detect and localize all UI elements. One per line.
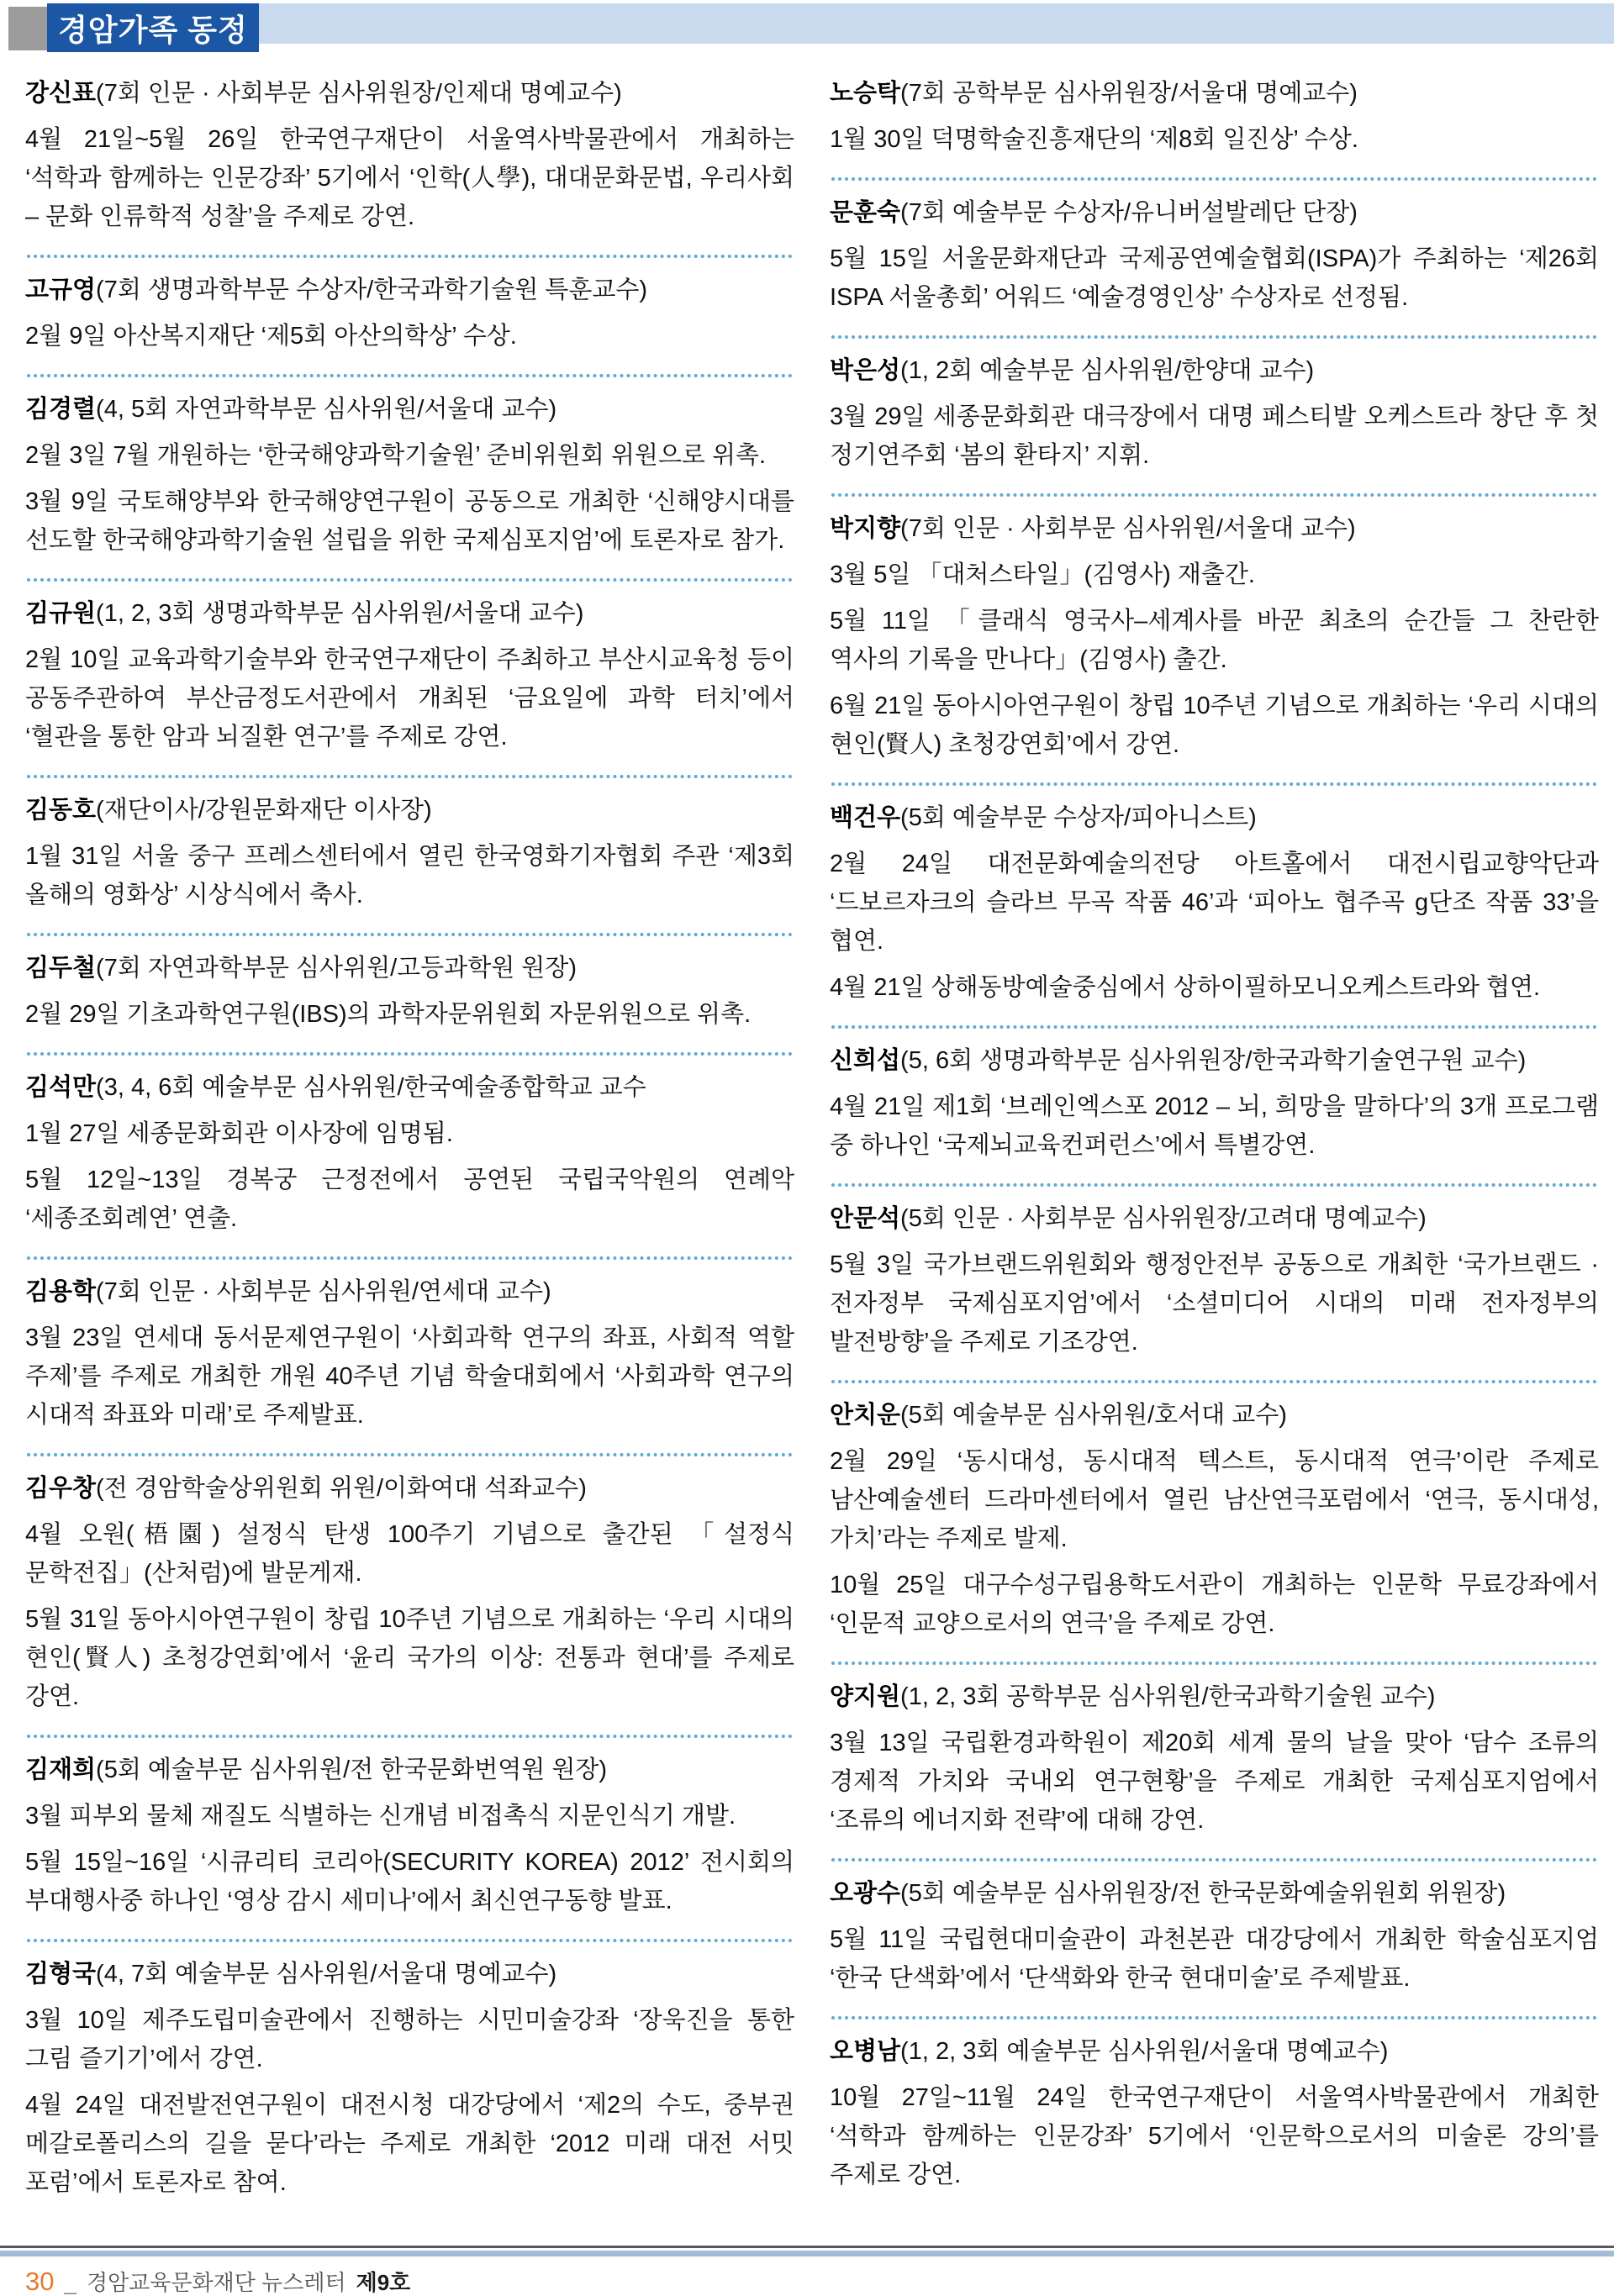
- footer-separator: _: [64, 2270, 76, 2295]
- person-name: 오병남: [830, 2038, 901, 2065]
- person-name: 강신표: [25, 80, 97, 107]
- person-entry: [830, 792, 1599, 1019]
- article-columns: [25, 67, 1599, 2214]
- person-header: [830, 1874, 1599, 1913]
- header-strip: [259, 3, 1614, 44]
- entry-separator: [27, 933, 793, 936]
- person-affiliation: (7회 자연과학부문 심사위원/고등과학원 원장): [96, 955, 577, 982]
- entry-separator: [831, 493, 1597, 497]
- activity-paragraph: 3월 5일 「대처스타일」(김영사) 재출간.: [830, 561, 1255, 588]
- issue-number: 제9호: [356, 2270, 411, 2295]
- person-entry: [25, 1462, 794, 1729]
- activity-paragraph: 5월 15일 서울문화재단과 국제공연예술협회(ISPA)가 주최하는 ‘제26회 ISPA 서울총회’ 어워드 ‘예술경영인상’ 수상자로 선정됨.: [830, 245, 1599, 311]
- footer-rule: [0, 2246, 1614, 2257]
- activity-paragraph: 6월 21일 동아시아연구원이 창립 10주년 기념으로 개최하는 ‘우리 시대의 현인(賢人) 초청강연회’에서 강연.: [830, 692, 1599, 758]
- activity-paragraph: 4월 21일~5월 26일 한국연구재단이 서울역사박물관에서 개최하는 ‘석학과 함께하는 인문강좌’ 5기에서 ‘인학(人學), 대대문화문법, 우리사회 – 문화 인류학적 성찰’을 주제로 강연.: [25, 126, 794, 230]
- person-affiliation: (7회 공학부문 심사위원장/서울대 명예교수): [900, 80, 1358, 107]
- left-column: [25, 67, 794, 2214]
- activity-paragraph: 5월 3일 국가브랜드위원회와 행정안전부 공동으로 개최한 ‘국가브랜드 · 전자정부 국제심포지엄’에서 ‘소셜미디어 시대의 미래 전자정부의 발전방향’을 주제로 기조강연.: [830, 1251, 1599, 1356]
- person-header: [25, 1469, 794, 1508]
- person-name: 양지원: [830, 1683, 901, 1710]
- person-affiliation: (7회 예술부문 수상자/유니버설발레단 단장): [900, 199, 1358, 226]
- person-header: [25, 390, 794, 429]
- activity-paragraph: 3월 9일 국토해양부와 한국해양연구원이 공동으로 개최한 ‘신해양시대를 선도할 한국해양과학기술원 설립을 위한 국제심포지엄’에 토론자로 참가.: [25, 488, 794, 554]
- person-affiliation: (7회 인문 · 사회부문 심사위원장/인제대 명예교수): [96, 80, 622, 107]
- person-affiliation: (재단이사/강원문화재단 이사장): [96, 797, 432, 824]
- entry-separator: [831, 1183, 1597, 1187]
- footer-rule-blue-line: [0, 2251, 1614, 2257]
- person-header: [25, 1272, 794, 1311]
- person-affiliation: (7회 인문 · 사회부문 심사위원/연세대 교수): [96, 1278, 551, 1305]
- person-entry: [25, 1948, 794, 2214]
- person-entry: [830, 2025, 1599, 2207]
- person-affiliation: (1, 2회 예술부문 심사위원/한양대 교수): [900, 357, 1315, 384]
- person-name: 문훈숙: [830, 199, 901, 226]
- person-affiliation: (4, 5회 자연과학부문 심사위원/서울대 교수): [96, 396, 557, 423]
- activity-paragraph: 5월 31일 동아시아연구원이 창립 10주년 기념으로 개최하는 ‘우리 시대의 현인(賢人) 초청강연회’에서 ‘윤리 국가의 이상: 전통과 현대’를 주제로 강연.: [25, 1606, 794, 1710]
- person-header: [830, 2032, 1599, 2071]
- entry-separator: [27, 775, 793, 778]
- person-affiliation: (5회 예술부문 심사위원/호서대 교수): [900, 1402, 1287, 1429]
- person-header: [830, 1041, 1599, 1080]
- person-header: [830, 74, 1599, 113]
- entry-separator: [27, 1939, 793, 1942]
- activity-paragraph: 5월 11일 「클래식 영국사–세계사를 바꾼 최초의 순간들 그 찬란한 역사의 기록을 만나다」(김영사) 출간.: [830, 608, 1599, 673]
- entry-separator: [27, 1256, 793, 1260]
- person-header: [25, 271, 794, 309]
- person-name: 김두철: [25, 955, 97, 982]
- person-header: [25, 1751, 794, 1789]
- person-name: 김동호: [25, 797, 97, 824]
- person-entry: [25, 1744, 794, 1933]
- activity-paragraph: 1월 31일 서울 중구 프레스센터에서 열린 한국영화기자협회 주관 ‘제3회 올해의 영화상’ 시상식에서 축사.: [25, 843, 794, 908]
- person-name: 백건우: [830, 804, 901, 831]
- activity-paragraph: 2월 10일 교육과학기술부와 한국연구재단이 주최하고 부산시교육청 등이 공동주관하여 부산금정도서관에서 개최된 ‘금요일에 과학 터치’에서 ‘혈관을 통한 암과 뇌질환 연구’를 주제로 강연.: [25, 646, 794, 750]
- activity-paragraph: 5월 12일~13일 경복궁 근정전에서 공연된 국립국악원의 연례악 ‘세종조회례연’ 연출.: [25, 1166, 794, 1232]
- person-affiliation: (전 경암학술상위원회 위원/이화여대 석좌교수): [96, 1475, 587, 1502]
- person-name: 김규원: [25, 600, 97, 627]
- person-header: [25, 949, 794, 987]
- person-affiliation: (5회 인문 · 사회부문 심사위원장/고려대 명예교수): [900, 1205, 1427, 1232]
- person-name: 김재희: [25, 1756, 97, 1783]
- entry-separator: [27, 1735, 793, 1738]
- activity-paragraph: 2월 24일 대전문화예술의전당 아트홀에서 대전시립교향악단과 ‘드보르자크의 슬라브 무곡 작품 46’과 ‘피아노 협주곡 g단조 작품 33’을 협연.: [830, 850, 1599, 955]
- person-entry: [25, 1266, 794, 1447]
- page-header: [0, 3, 1614, 52]
- person-name: 안문석: [830, 1205, 901, 1232]
- person-affiliation: (1, 2, 3회 예술부문 심사위원/서울대 명예교수): [900, 2038, 1389, 2065]
- activity-paragraph: 2월 29일 기초과학연구원(IBS)의 과학자문위원회 자문위원으로 위촉.: [25, 1001, 752, 1028]
- person-entry: [25, 587, 794, 769]
- person-header: [830, 1199, 1599, 1238]
- person-name: 김용학: [25, 1278, 97, 1305]
- activity-paragraph: 2월 29일 ‘동시대성, 동시대적 텍스트, 동시대적 연극’이란 주제로 남산예술센터 드라마센터에서 열린 남산연극포럼에서 ‘연극, 동시대성, 가치’라는 주제로 발제.: [830, 1448, 1599, 1552]
- person-header: [25, 74, 794, 113]
- right-column: [830, 67, 1599, 2214]
- person-name: 김우창: [25, 1475, 97, 1502]
- person-entry: [830, 503, 1599, 777]
- person-entry: [830, 1671, 1599, 1852]
- activity-paragraph: 1월 30일 덕명학술진흥재단의 ‘제8회 일진상’ 수상.: [830, 126, 1358, 153]
- activity-paragraph: 4월 오원(梧園) 설정식 탄생 100주기 기념으로 출간된 「설정식 문학전집」(산처럼)에 발문게재.: [25, 1521, 794, 1587]
- activity-paragraph: 10월 27일~11월 24일 한국연구재단이 서울역사박물관에서 개최한 ‘석학과 함께하는 인문강좌’ 5기에서 ‘인문학으로서의 미술론 강의’를 주제로 강연.: [830, 2084, 1599, 2188]
- person-header: [830, 351, 1599, 390]
- activity-paragraph: 3월 29일 세종문화회관 대극장에서 대명 페스티발 오케스트라 창단 후 첫 정기연주회 ‘봄의 환타지’ 지휘.: [830, 403, 1599, 469]
- person-affiliation: (5, 6회 생명과학부문 심사위원장/한국과학기술연구원 교수): [900, 1047, 1527, 1074]
- person-affiliation: (4, 7회 예술부문 심사위원/서울대 명예교수): [96, 1961, 557, 1988]
- activity-paragraph: 3월 10일 제주도립미술관에서 진행하는 시민미술강좌 ‘장욱진을 통한 그림 즐기기’에서 강연.: [25, 2007, 794, 2072]
- person-header: [25, 791, 794, 829]
- person-affiliation: (1, 2, 3회 생명과학부문 심사위원/서울대 교수): [96, 600, 584, 627]
- person-header: [830, 1396, 1599, 1435]
- entry-separator: [831, 2016, 1597, 2020]
- person-affiliation: (3, 4, 6회 예술부문 심사위원/한국예술종합학교 교수: [96, 1074, 646, 1101]
- person-name: 오광수: [830, 1880, 901, 1907]
- person-entry: [830, 1035, 1599, 1177]
- person-header: [830, 509, 1599, 548]
- section-title: 경암가족 동정: [58, 12, 248, 47]
- entry-separator: [831, 177, 1597, 181]
- person-header: [25, 1068, 794, 1107]
- entry-separator: [27, 578, 793, 582]
- person-entry: [25, 1061, 794, 1251]
- entry-separator: [831, 1380, 1597, 1383]
- person-entry: [830, 187, 1599, 329]
- person-header: [25, 594, 794, 633]
- activity-paragraph: 4월 24일 대전발전연구원이 대전시청 대강당에서 ‘제2의 수도, 중부권 메갈로폴리스의 길을 묻다’라는 주제로 개최한 ‘2012 미래 대전 서밋 포럼’에서 토론자로 참여.: [25, 2092, 794, 2196]
- newsletter-name: 경암교육문화재단 뉴스레터: [86, 2270, 346, 2295]
- person-affiliation: (5회 예술부문 심사위원장/전 한국문화예술위원회 위원장): [900, 1880, 1506, 1907]
- entry-separator: [27, 374, 793, 377]
- activity-paragraph: 5월 15일~16일 ‘시큐리티 코리아(SECURITY KOREA) 2012’ 전시회의 부대행사중 하나인 ‘영상 감시 세미나’에서 최신연구동향 발표.: [25, 1849, 794, 1914]
- person-entry: [830, 67, 1599, 171]
- entry-separator: [27, 255, 793, 258]
- activity-paragraph: 3월 23일 연세대 동서문제연구원이 ‘사회과학 연구의 좌표, 사회적 역할 주제’를 주제로 개최한 개원 40주년 기념 학술대회에서 ‘사회과학 연구의 시대적 좌표와 미래’로 주제발표.: [25, 1324, 794, 1429]
- person-affiliation: (5회 예술부문 수상자/피아니스트): [900, 804, 1257, 831]
- activity-paragraph: 4월 21일 상해동방예술중심에서 상하이필하모니오케스트라와 협연.: [830, 974, 1541, 1001]
- person-entry: [830, 1389, 1599, 1656]
- activity-paragraph: 3월 13일 국립환경과학원이 제20회 세계 물의 날을 맞아 ‘담수 조류의 경제적 가치와 국내외 연구현황’을 주제로 개최한 국제심포지엄에서 ‘조류의 에너지화 전략’에 대해 강연.: [830, 1730, 1599, 1834]
- person-entry: [25, 784, 794, 927]
- person-name: 안치운: [830, 1402, 901, 1429]
- person-name: 신희섭: [830, 1047, 901, 1074]
- person-name: 박은성: [830, 357, 901, 384]
- activity-paragraph: 2월 9일 아산복지재단 ‘제5회 아산의학상’ 수상.: [25, 323, 517, 350]
- entry-separator: [831, 782, 1597, 786]
- entry-separator: [831, 1025, 1597, 1029]
- person-affiliation: (7회 생명과학부문 수상자/한국과학기술원 특훈교수): [96, 276, 648, 303]
- person-affiliation: (7회 인문 · 사회부문 심사위원/서울대 교수): [900, 515, 1356, 542]
- person-entry: [25, 264, 794, 368]
- entry-separator: [27, 1453, 793, 1456]
- entry-separator: [831, 1858, 1597, 1862]
- activity-paragraph: 10월 25일 대구수성구립용학도서관이 개최하는 인문학 무료강좌에서 ‘인문적 교양으로서의 연극’을 주제로 강연.: [830, 1572, 1599, 1637]
- entry-separator: [831, 335, 1597, 339]
- person-header: [25, 1955, 794, 1993]
- person-entry: [830, 1867, 1599, 2010]
- person-header: [830, 193, 1599, 232]
- person-header: [830, 798, 1599, 837]
- activity-paragraph: 4월 21일 제1회 ‘브레인엑스포 2012 – 뇌, 희망을 말하다’의 3개 프로그램 중 하나인 ‘국제뇌교육컨퍼런스’에서 특별강연.: [830, 1093, 1599, 1159]
- person-name: 김석만: [25, 1074, 97, 1101]
- activity-paragraph: 5월 11일 국립현대미술관이 과천본관 대강당에서 개최한 학술심포지엄 ‘한국 단색화’에서 ‘단색화와 한국 현대미술’로 주제발표.: [830, 1926, 1599, 1992]
- person-name: 박지향: [830, 515, 901, 542]
- person-affiliation: (5회 예술부문 심사위원/전 한국문화번역원 원장): [96, 1756, 608, 1783]
- person-name: 김경렬: [25, 396, 97, 423]
- entry-separator: [831, 1661, 1597, 1665]
- person-name: 노승탁: [830, 80, 901, 107]
- activity-paragraph: 3월 피부외 물체 재질도 식별하는 신개념 비접촉식 지문인식기 개발.: [25, 1803, 736, 1830]
- person-name: 김형국: [25, 1961, 97, 1988]
- page-footer: [25, 2266, 410, 2296]
- section-title-box: [47, 3, 259, 52]
- person-name: 고규영: [25, 276, 97, 303]
- person-affiliation: (1, 2, 3회 공학부문 심사위원/한국과학기술원 교수): [900, 1683, 1436, 1710]
- person-entry: [25, 942, 794, 1046]
- person-header: [830, 1677, 1599, 1716]
- page-number: 30: [25, 2267, 55, 2296]
- person-entry: [830, 345, 1599, 487]
- person-entry: [25, 67, 794, 249]
- activity-paragraph: 1월 27일 세종문화회관 이사장에 임명됨.: [25, 1120, 453, 1147]
- activity-paragraph: 2월 3일 7월 개원하는 ‘한국해양과학기술원’ 준비위원회 위원으로 위촉.: [25, 442, 767, 469]
- entry-separator: [27, 1052, 793, 1056]
- person-entry: [830, 1193, 1599, 1374]
- header-accent-square: [8, 7, 47, 50]
- person-entry: [25, 383, 794, 572]
